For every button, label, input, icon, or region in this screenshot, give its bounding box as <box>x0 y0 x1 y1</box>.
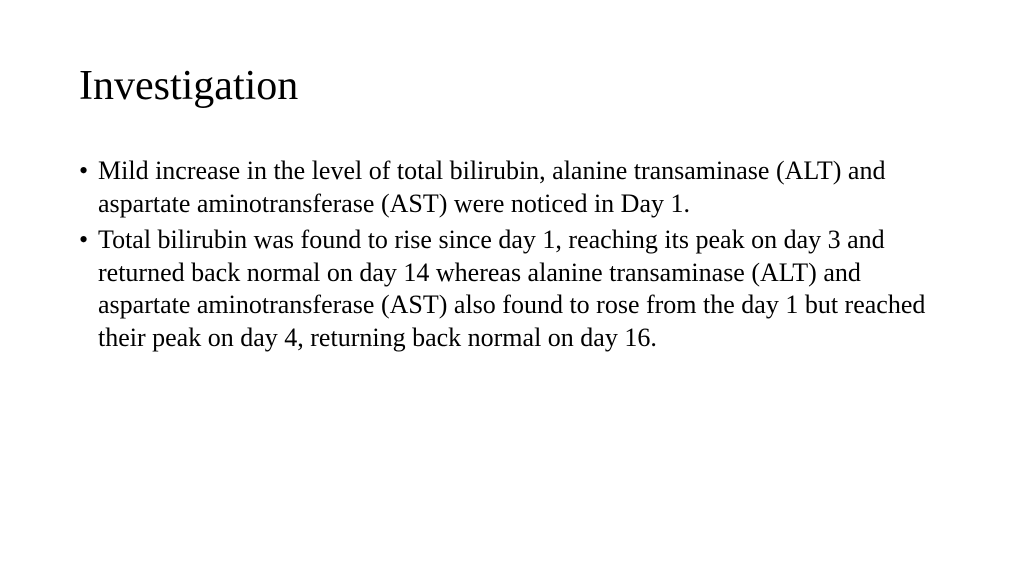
bullet-text: Total bilirubin was found to rise since day 1, reaching its peak on day 3 and returned back normal on day 14 whereas alanine transaminase (ALT) and aspartate aminotransferase (AST) also found to rose from the day 1 but reached their peak on day 4, returning back normal on day 16. <box>98 225 926 352</box>
bullet-marker: • <box>79 156 89 185</box>
bullet-item <box>79 155 959 220</box>
slide-title: Investigation <box>79 63 299 109</box>
bullet-item <box>79 224 959 354</box>
bullet-marker: • <box>79 225 89 254</box>
bullet-list <box>79 155 959 358</box>
bullet-text: Mild increase in the level of total bilirubin, alanine transaminase (ALT) and aspartate aminotransferase (AST) were noticed in Day 1. <box>98 156 886 218</box>
